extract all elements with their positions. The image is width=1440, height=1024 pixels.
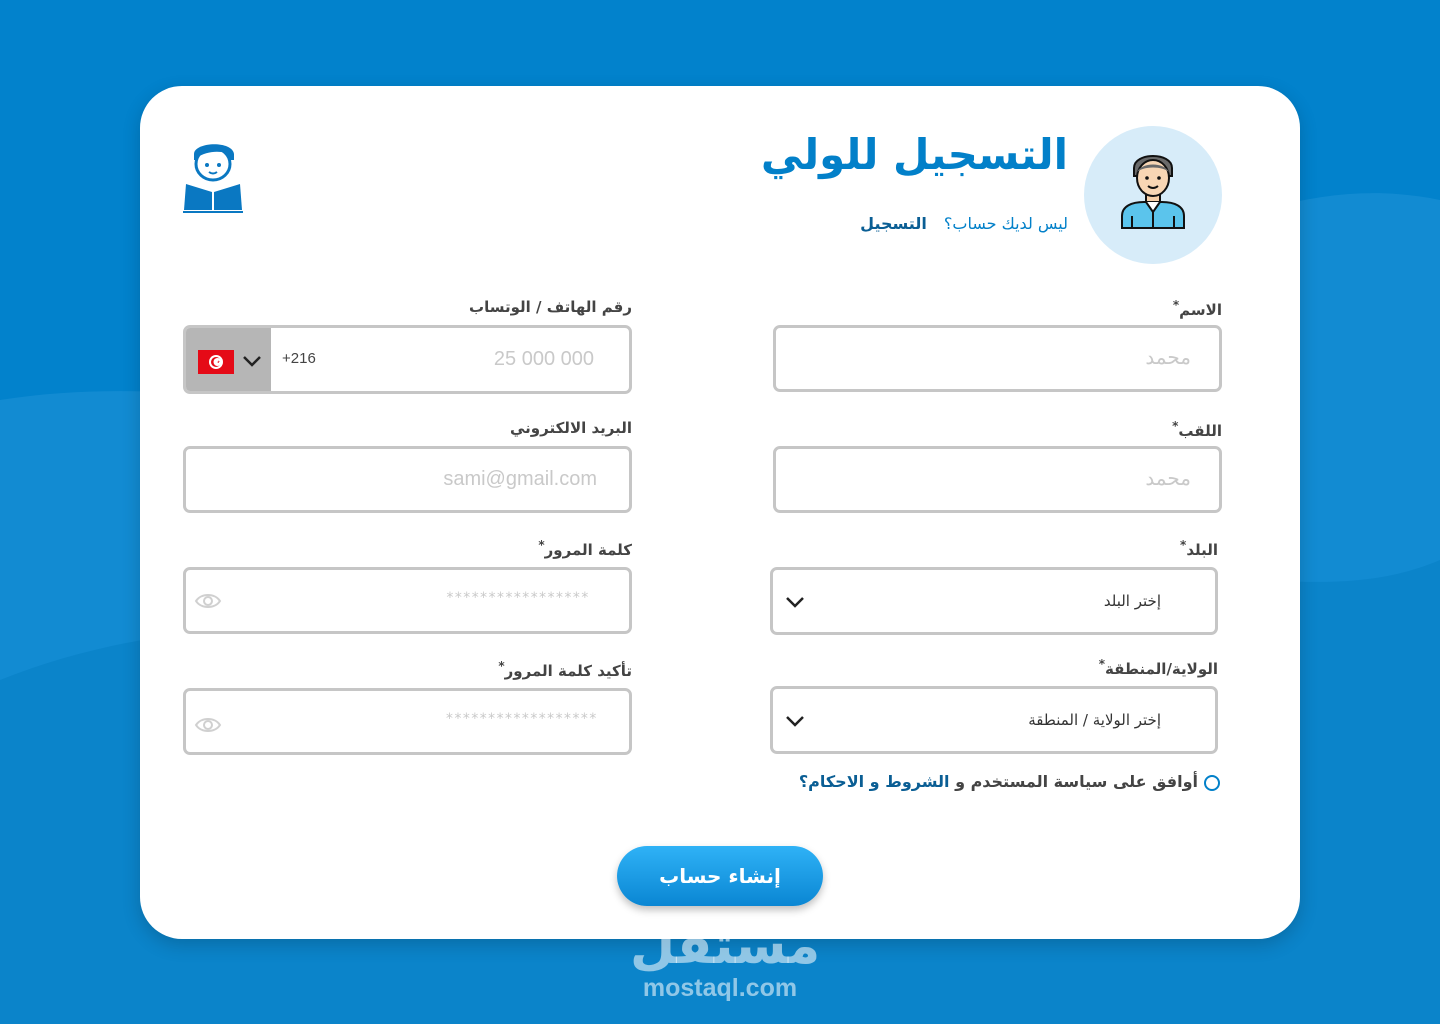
email-label: البريد الالكتروني — [510, 419, 632, 437]
country-select-value: إختر البلد — [1103, 592, 1161, 610]
terms-link[interactable]: الشروط و الاحكام؟ — [798, 772, 950, 791]
signup-link[interactable]: التسجيل — [860, 214, 927, 233]
chevron-down-icon — [785, 715, 805, 727]
region-select-value: إختر الولاية / المنطقة — [1028, 711, 1161, 729]
terms-agreement — [799, 772, 1220, 791]
watermark-latin: mostaql.com — [642, 974, 798, 1002]
country-code-picker[interactable] — [186, 328, 271, 391]
eye-icon[interactable] — [194, 716, 222, 734]
region-label: الولاية/المنطقة* — [1098, 657, 1218, 678]
chevron-down-icon — [785, 596, 805, 608]
student-reading-logo-icon — [182, 138, 244, 214]
first-name-input[interactable] — [773, 325, 1222, 392]
signup-question: ليس لديك حساب؟ — [943, 214, 1068, 233]
confirm-password-masked-value: ****************** — [445, 711, 597, 727]
region-select[interactable] — [770, 686, 1218, 754]
registration-card — [140, 86, 1300, 939]
terms-text: أوافق على سياسة المستخدم و — [955, 772, 1198, 791]
last-name-input[interactable] — [773, 446, 1222, 513]
password-input[interactable] — [183, 567, 632, 634]
password-label: كلمة المرور* — [538, 538, 632, 559]
parent-avatar-icon — [1118, 146, 1188, 230]
phone-input[interactable] — [346, 328, 626, 391]
password-masked-value: ***************** — [445, 590, 589, 606]
create-account-button[interactable]: إنشاء حساب — [617, 846, 823, 906]
dial-code: +216 — [282, 350, 316, 367]
tunisia-flag-icon — [198, 350, 234, 374]
phone-field — [183, 325, 632, 394]
phone-label: رقم الهاتف / الوتساب — [469, 298, 632, 316]
email-input[interactable] — [183, 446, 632, 513]
parent-avatar — [1084, 126, 1222, 264]
last-name-label: اللقب* — [1172, 419, 1222, 440]
confirm-password-label: تأكيد كلمة المرور* — [498, 659, 632, 680]
first-name-label: الاسم* — [1172, 298, 1222, 319]
page-title: التسجيل للولي — [760, 130, 1068, 179]
country-select[interactable] — [770, 567, 1218, 635]
terms-radio[interactable] — [1204, 775, 1220, 791]
signup-prompt — [860, 214, 1068, 233]
confirm-password-input[interactable] — [183, 688, 632, 755]
watermark-arabic: مستقل — [630, 916, 821, 976]
country-label: البلد* — [1180, 538, 1218, 559]
eye-icon[interactable] — [194, 592, 222, 610]
chevron-down-icon — [242, 355, 262, 367]
